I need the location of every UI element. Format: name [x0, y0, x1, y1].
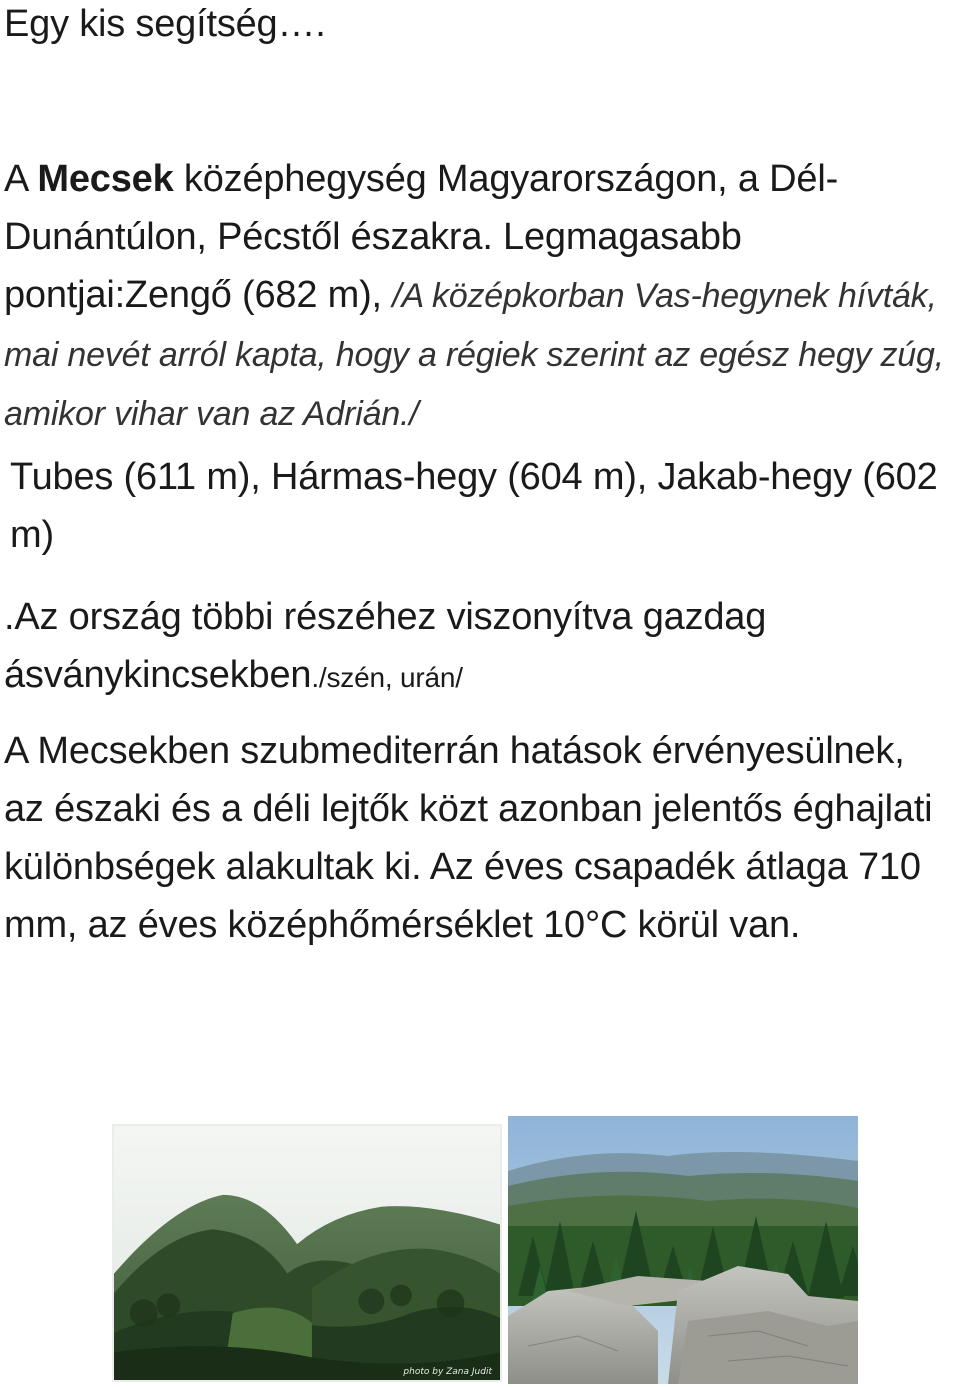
intro-text: középhegység Magyarországon, a Dél-Dunántúlon, Pécstől északra. Legmagasabb pontjai:Zengő (682 m), [4, 158, 839, 316]
mecsek-bold: Mecsek [37, 158, 174, 200]
paragraph-minerals [4, 588, 954, 707]
minerals-text: .Az ország többi részéhez viszonyítva gazdag ásványkincsekben [4, 596, 767, 696]
photo-mountain-rocks [508, 1116, 858, 1384]
paragraph-climate: A Mecsekben szubmediterrán hatások érvényesülnek, az északi és a déli lejtők közt azonban jelentős éghajlati különbségek alakultak ki. Az éves csapadék átlaga 710 mm, az éves középhőmérséklet 10°C körül van. [4, 730, 933, 946]
paragraph-mecsek-intro [4, 150, 954, 443]
intro-italic-note: /A középkorban Vas-hegynek hívták, mai nevét arról kapta, hogy a régiek szerint az egész hegy zúg, amikor vihar van az Adrián./ [4, 277, 944, 433]
photo-forest-hills [112, 1124, 502, 1382]
paragraph-peaks: Tubes (611 m), Hármas-hegy (604 m), Jakab-hegy (602 m) [10, 456, 938, 556]
photo-credit: photo by Zana Judit [403, 1367, 492, 1377]
minerals-note: ./szén, urán/ [311, 662, 463, 693]
page-title: Egy kis segítség…. [4, 3, 326, 45]
intro-prefix: A [4, 158, 38, 200]
